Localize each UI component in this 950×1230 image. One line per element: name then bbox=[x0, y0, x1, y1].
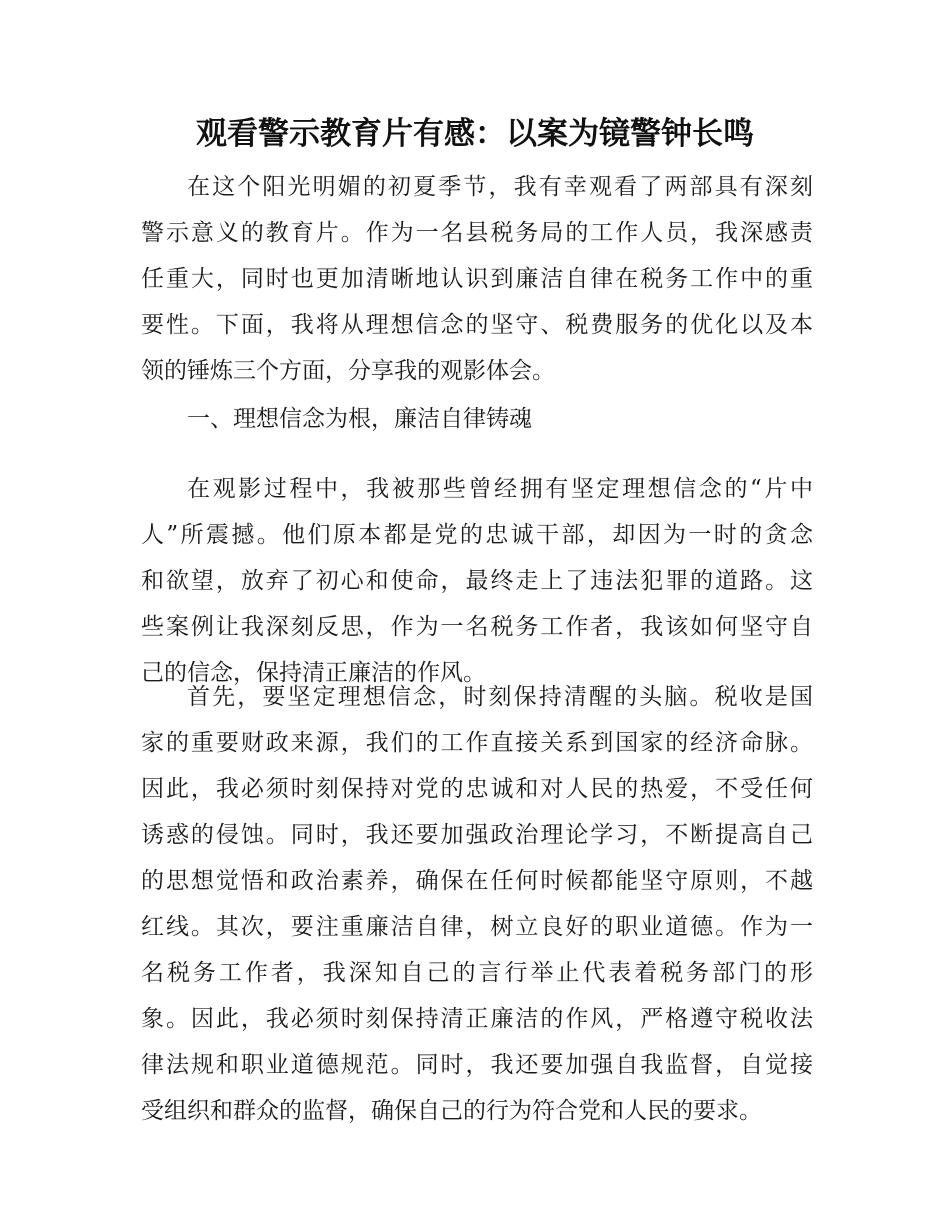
paragraph-line: 的思想觉悟和政治素养，确保在任何时候都能坚守原则，不越 bbox=[141, 868, 813, 894]
paragraph-line: 警示意义的教育片。作为一名县税务局的工作人员，我深感责 bbox=[141, 220, 813, 246]
document-title: 观看警示教育片有感：以案为镜警钟长鸣 bbox=[196, 116, 754, 152]
paragraph-line: 任重大，同时也更加清晰地认识到廉洁自律在税务工作中的重 bbox=[141, 266, 813, 292]
paragraph-line: 首先，要坚定理想信念，时刻保持清醒的头脑。税收是国 bbox=[187, 684, 813, 710]
section-heading: 一、理想信念为根，廉洁自律铸魂 bbox=[187, 406, 532, 432]
paragraph-line: 红线。其次，要注重廉洁自律，树立良好的职业道德。作为一 bbox=[141, 914, 813, 940]
paragraph-line: 名税务工作者，我深知自己的言行举止代表着税务部门的形 bbox=[141, 960, 813, 986]
paragraph-line: 和欲望，放弃了初心和使命，最终走上了违法犯罪的道路。这 bbox=[141, 568, 813, 594]
paragraph-line: 因此，我必须时刻保持对党的忠诚和对人民的热爱，不受任何 bbox=[141, 776, 813, 802]
paragraph-intro bbox=[141, 164, 813, 394]
paragraph-line: 些案例让我深刻反思，作为一名税务工作者，我该如何坚守自 bbox=[141, 614, 813, 640]
paragraph-line: 要性。下面，我将从理想信念的坚守、税费服务的优化以及本 bbox=[141, 312, 813, 338]
paragraph-line: 人”所震撼。他们原本都是党的忠诚干部，却因为一时的贪念 bbox=[141, 522, 813, 548]
paragraph-line: 在观影过程中，我被那些曾经拥有坚定理想信念的“片中 bbox=[187, 476, 813, 502]
paragraph-commitment bbox=[141, 674, 813, 1134]
paragraph-reflection bbox=[141, 466, 813, 696]
paragraph-line: 家的重要财政来源，我们的工作直接关系到国家的经济命脉。 bbox=[141, 730, 813, 756]
paragraph-line: 受组织和群众的监督，确保自己的行为符合党和人民的要求。 bbox=[141, 1098, 762, 1124]
paragraph-line: 律法规和职业道德规范。同时，我还要加强自我监督，自觉接 bbox=[141, 1052, 813, 1078]
paragraph-line: 在这个阳光明媚的初夏季节，我有幸观看了两部具有深刻 bbox=[187, 174, 813, 200]
paragraph-line: 象。因此，我必须时刻保持清正廉洁的作风，严格遵守税收法 bbox=[141, 1006, 813, 1032]
paragraph-line: 诱惑的侵蚀。同时，我还要加强政治理论学习，不断提高自己 bbox=[141, 822, 813, 848]
paragraph-line: 己的信念，保持清正廉洁的作风。 bbox=[141, 660, 486, 686]
paragraph-line: 领的锤炼三个方面，分享我的观影体会。 bbox=[141, 358, 555, 384]
